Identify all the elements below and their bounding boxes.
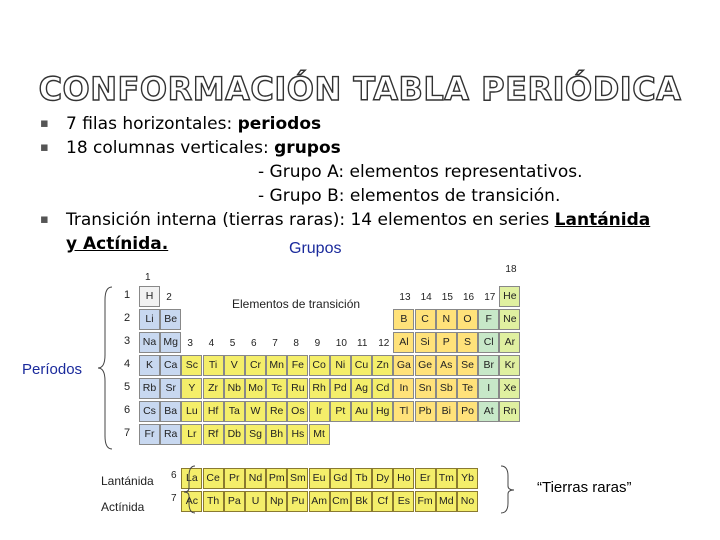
element-cell: H	[139, 286, 160, 307]
element-cell: Sb	[436, 378, 457, 399]
element-cell: Br	[478, 355, 499, 376]
group-number: 1	[145, 272, 151, 283]
bullet-grupos	[40, 136, 700, 160]
element-cell: Sn	[415, 378, 436, 399]
element-cell: Mg	[160, 332, 181, 353]
tierras-raras-label: “Tierras raras”	[537, 479, 632, 496]
group-number: 7	[272, 338, 278, 349]
element-cell: I	[478, 378, 499, 399]
element-cell: Hs	[287, 424, 308, 445]
element-cell: Rf	[203, 424, 224, 445]
page-title: CONFORMACIÓN TABLA PERIÓDICA	[38, 70, 682, 108]
element-cell: Ga	[393, 355, 414, 376]
element-cell: Co	[309, 355, 330, 376]
group-number: 4	[208, 338, 215, 349]
element-cell: Fe	[287, 355, 308, 376]
element-cell: S	[457, 332, 478, 353]
element-cell: Se	[457, 355, 478, 376]
group-number: 8	[293, 338, 299, 349]
transicion-label: Elementos de transición	[232, 297, 361, 311]
element-cell: Si	[415, 332, 436, 353]
element-cell: Tl	[393, 401, 414, 422]
element-cell: Rn	[499, 401, 520, 422]
bullet-dot-icon: ▪	[40, 212, 49, 227]
element-cell: Re	[266, 401, 287, 422]
bullet-transicion	[40, 208, 700, 232]
series-brace-right-icon	[501, 466, 514, 513]
element-cell: Sg	[245, 424, 266, 445]
element-cell: P	[436, 332, 457, 353]
element-cell: Ne	[499, 309, 520, 330]
lanthanide-cell: Sm	[287, 468, 308, 489]
bullet-dot-icon: ▪	[40, 116, 49, 131]
element-cell: Pd	[330, 378, 351, 399]
element-cell: F	[478, 309, 499, 330]
element-cell: Db	[224, 424, 245, 445]
element-cell: Xe	[499, 378, 520, 399]
series-number: 7	[171, 493, 177, 504]
actinide-cell: Am	[309, 491, 330, 512]
group-number: 12	[378, 338, 390, 349]
element-cell: Lr	[181, 424, 202, 445]
group-number: 2	[166, 292, 172, 303]
series-number: 6	[171, 470, 177, 481]
actinide-cell: Pa	[224, 491, 245, 512]
group-number: 11	[357, 338, 368, 349]
bullet-periodos	[40, 112, 700, 136]
period-number: 2	[124, 312, 131, 324]
grupos-label: Grupos	[289, 240, 342, 257]
element-cell: Ca	[160, 355, 181, 376]
group-number: 15	[441, 292, 453, 303]
sub-grupo-b: - Grupo B: elementos de transición.	[258, 186, 561, 206]
bullet-transicion-cont	[40, 232, 700, 256]
element-cell: Cs	[139, 401, 160, 422]
actinide-cell: Md	[436, 491, 457, 512]
bullet-underline: y Actínida.	[66, 234, 169, 254]
element-cell: Mo	[245, 378, 266, 399]
element-cell: Pt	[330, 401, 351, 422]
periodos-label: Períodos	[22, 361, 83, 378]
element-cell: Tc	[266, 378, 287, 399]
element-cell: As	[436, 355, 457, 376]
element-cell: Ni	[330, 355, 351, 376]
actinide-cell: Pu	[287, 491, 308, 512]
period-number: 6	[124, 404, 131, 416]
element-cell: Ir	[309, 401, 330, 422]
element-cell: Bh	[266, 424, 287, 445]
bullet-bold: periodos	[237, 114, 322, 134]
period-number: 4	[124, 358, 131, 370]
lanthanide-cell: La	[181, 468, 202, 489]
bullet-list	[40, 112, 700, 256]
element-cell: Rh	[309, 378, 330, 399]
actinide-cell: U	[245, 491, 266, 512]
periods-brace-icon	[98, 287, 112, 449]
element-cell: Na	[139, 332, 160, 353]
element-cell: Ar	[499, 332, 520, 353]
lanthanide-cell: Gd	[330, 468, 351, 489]
element-cell: Hg	[372, 401, 393, 422]
element-cell: Cl	[478, 332, 499, 353]
bullet-text: 7 filas horizontales:	[66, 114, 238, 134]
bullet-dot-icon: ▪	[40, 140, 49, 155]
element-cell: Kr	[499, 355, 520, 376]
period-number: 3	[124, 335, 131, 347]
actinide-cell: Cf	[372, 491, 393, 512]
element-cell: Nb	[224, 378, 245, 399]
element-cell: At	[478, 401, 499, 422]
element-cell: Rb	[139, 378, 160, 399]
actinide-cell: Ac	[181, 491, 202, 512]
actinide-cell: Np	[266, 491, 287, 512]
lanthanide-cell: Eu	[309, 468, 330, 489]
element-cell: V	[224, 355, 245, 376]
element-cell: Ba	[160, 401, 181, 422]
actinide-cell: Fm	[415, 491, 436, 512]
element-cell: Be	[160, 309, 181, 330]
element-cell: Pb	[415, 401, 436, 422]
group-number: 5	[229, 338, 236, 349]
group-number: 13	[399, 292, 411, 303]
group-number: 3	[187, 338, 193, 349]
bullet-text: 18 columnas verticales:	[66, 138, 275, 158]
element-cell: In	[393, 378, 414, 399]
element-cell: Sc	[181, 355, 202, 376]
element-cell: Te	[457, 378, 478, 399]
element-cell: Cd	[372, 378, 393, 399]
lanthanide-cell: Yb	[457, 468, 478, 489]
sub-grupo-a: - Grupo A: elementos representativos.	[258, 162, 583, 182]
lanthanide-cell: Dy	[372, 468, 393, 489]
actinide-cell: No	[457, 491, 478, 512]
element-cell: Cr	[245, 355, 266, 376]
actinide-cell: Es	[393, 491, 414, 512]
element-cell: Y	[181, 378, 202, 399]
group-number: 17	[484, 292, 496, 303]
lanthanide-cell: Tm	[436, 468, 457, 489]
element-cell: Ti	[203, 355, 224, 376]
element-cell: Zr	[203, 378, 224, 399]
bullet-underline: Lantánida	[554, 210, 651, 230]
group-number: 14	[420, 292, 432, 303]
element-cell: Hf	[203, 401, 224, 422]
element-cell: Ru	[287, 378, 308, 399]
actinida-label: Actínida	[101, 500, 145, 514]
period-number: 7	[124, 427, 131, 439]
actinide-cell: Cm	[330, 491, 351, 512]
element-cell: Lu	[181, 401, 202, 422]
element-cell: W	[245, 401, 266, 422]
element-cell: Ag	[351, 378, 372, 399]
element-cell: He	[499, 286, 520, 307]
element-cell: Cu	[351, 355, 372, 376]
bullet-bold: grupos	[274, 138, 341, 158]
element-cell: Ra	[160, 424, 181, 445]
group-number: 9	[314, 338, 321, 349]
period-number: 1	[124, 289, 131, 301]
element-cell: Po	[457, 401, 478, 422]
lanthanide-cell: Er	[415, 468, 436, 489]
element-cell: C	[415, 309, 436, 330]
group-number: 18	[505, 264, 517, 275]
actinide-cell: Th	[203, 491, 224, 512]
element-cell: Os	[287, 401, 308, 422]
element-cell: Sr	[160, 378, 181, 399]
lanthanide-cell: Pr	[224, 468, 245, 489]
lanthanide-cell: Pm	[266, 468, 287, 489]
element-cell: Al	[393, 332, 414, 353]
lanthanide-cell: Ho	[393, 468, 414, 489]
group-number: 16	[463, 292, 475, 303]
group-number: 6	[251, 338, 257, 349]
element-cell: Zn	[372, 355, 393, 376]
element-cell: Li	[139, 309, 160, 330]
element-cell: Bi	[436, 401, 457, 422]
element-cell: Fr	[139, 424, 160, 445]
period-number: 5	[124, 381, 131, 393]
lanthanide-cell: Ce	[203, 468, 224, 489]
actinide-cell: Bk	[351, 491, 372, 512]
element-cell: K	[139, 355, 160, 376]
group-number: 10	[335, 338, 347, 349]
bullet-text: Transición interna (tierras raras): 14 elementos en series	[66, 210, 555, 230]
element-cell: Mt	[309, 424, 330, 445]
element-cell: B	[393, 309, 414, 330]
lanthanide-cell: Tb	[351, 468, 372, 489]
element-cell: Mn	[266, 355, 287, 376]
element-cell: N	[436, 309, 457, 330]
element-cell: O	[457, 309, 478, 330]
element-cell: Au	[351, 401, 372, 422]
lanthanide-cell: Nd	[245, 468, 266, 489]
lantanida-label: Lantánida	[101, 474, 154, 488]
element-cell: Ta	[224, 401, 245, 422]
element-cell: Ge	[415, 355, 436, 376]
